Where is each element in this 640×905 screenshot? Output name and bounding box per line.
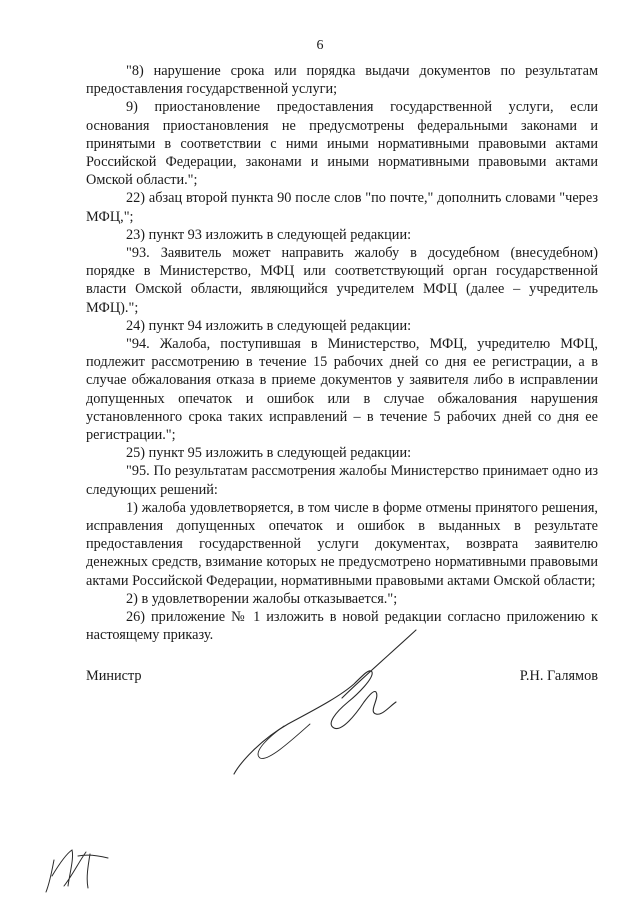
paragraph: "8) нарушение срока или порядка выдачи документов по результатам предоставления государственной услуги; [86,63,598,98]
paragraph: "95. По результатам рассмотрения жалобы Министерство принимает одно из следующих решений: [86,463,598,498]
signatory-title: Министр [86,668,142,684]
paragraph: 2) в удовлетворении жалобы отказывается."; [126,590,398,607]
paragraph: "93. Заявитель может направить жалобу в досудебном (внесудебном) порядке в Министерство, МФЦ или соответствующий орган государственной власти Омской области, являющийся учредителем МФЦ (далее – учредитель МФЦ)."; [86,245,598,316]
paragraph: 24) пункт 94 изложить в следующей редакции: [126,317,412,334]
document-body [86,62,598,645]
paragraph: 25) пункт 95 изложить в следующей редакции: [126,445,412,462]
paragraph: 26) приложение № 1 изложить в новой редакции согласно приложению к настоящему приказу. [86,609,598,644]
paragraph: 1) жалоба удовлетворяется, в том числе в форме отмены принятого решения, исправления допущенных опечаток и ошибок в выданных в результате предоставления государственной услуги документах, возврата заявителю денежных средств, взимание которых не предусмотрено нормативными правовыми актами Российской Федерации, нормативными правовыми актами Омской области; [86,499,598,589]
signatory-name: Р.Н. Галямов [519,668,598,684]
paragraph: 22) абзац второй пункта 90 после слов "по почте," дополнить словами "через МФЦ,"; [86,190,598,225]
paragraph: "94. Жалоба, поступившая в Министерство, МФЦ, учредителю МФЦ, подлежит рассмотрению в течение 15 рабочих дней со дня ее регистрации, а в случае обжалования отказа в приеме документов у заявителя либо в исправлении допущенных опечаток и ошибок или в случае обжалования нарушения установленного срока таких исправлений – в течение 5 рабочих дней со дня ее регистрации."; [86,336,598,444]
paragraph: 9) приостановление предоставления государственной услуги, если основания приостановления не предусмотрены федеральными законами и принятыми в соответствии с ними иными нормативными правовыми актами Российской Федерации, законами и иными нормативными правовыми актами Омской области."; [86,99,598,189]
paragraph: 23) пункт 93 изложить в следующей редакции: [126,226,412,243]
handwritten-signature [230,628,420,778]
page-number: 6 [316,38,324,53]
initials-mark [42,846,112,896]
